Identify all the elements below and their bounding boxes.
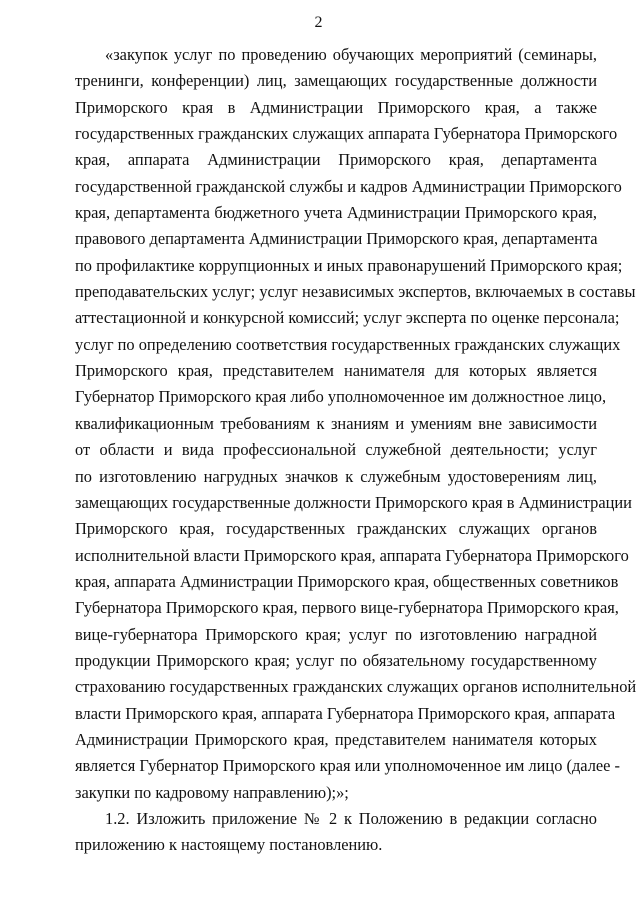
text-line: исполнительной власти Приморского края, аппарата Губернатора Приморского bbox=[75, 545, 629, 565]
text-line: государственных гражданских служащих аппарата Губернатора Приморского bbox=[75, 124, 618, 144]
text-line: края, аппарата Администрации Приморского края, общественных советников bbox=[75, 571, 619, 591]
text-line: Губернатор Приморского края либо уполномоченное им должностное лицо, bbox=[75, 387, 607, 407]
text-line: по изготовлению нагрудных значков к служебным удостоверениям лиц, bbox=[75, 466, 597, 486]
text-line: Приморского края, государственных гражданских служащих органов bbox=[75, 519, 597, 539]
text-line: Администрации Приморского края, представителем нанимателя которых bbox=[75, 729, 597, 749]
text-line: от области и вида профессиональной служебной деятельности; услуг bbox=[75, 440, 597, 460]
text-line: продукции Приморского края; услуг по обязательному государственному bbox=[75, 650, 597, 670]
text-line: аттестационной и конкурсной комиссий; услуг эксперта по оценке персонала; bbox=[75, 308, 620, 328]
text-line: «закупок услуг по проведению обучающих мероприятий (семинары, bbox=[105, 45, 597, 64]
text-line: преподавательских услуг; услуг независимых экспертов, включаемых в составы bbox=[75, 282, 636, 302]
text-line: Губернатора Приморского края, первого вице-губернатора Приморского края, bbox=[75, 598, 619, 618]
paragraph-amendment-text bbox=[75, 42, 637, 806]
text-line: государственной гражданской службы и кадров Администрации Приморского bbox=[75, 176, 622, 196]
paragraph-1-2 bbox=[75, 806, 597, 859]
text-line: 1.2. Изложить приложение № 2 к Положению в редакции согласно bbox=[105, 809, 597, 828]
text-line: власти Приморского края, аппарата Губернатора Приморского края, аппарата bbox=[75, 703, 616, 723]
text-line: услуг по определению соответствия государственных гражданских служащих bbox=[75, 334, 621, 354]
text-line: правового департамента Администрации Приморского края, департамента bbox=[75, 229, 598, 249]
text-line: является Губернатор Приморского края или уполномоченное им лицо (далее - bbox=[75, 756, 620, 776]
text-line: квалификационным требованиям к знаниям и умениям вне зависимости bbox=[75, 413, 597, 433]
text-line: по профилактике коррупционных и иных правонарушений Приморского края; bbox=[75, 255, 623, 275]
text-line: вице-губернатора Приморского края; услуг по изготовлению наградной bbox=[75, 624, 597, 644]
text-line: Приморского края в Администрации Приморского края, а также bbox=[75, 97, 597, 117]
text-line: замещающих государственные должности Приморского края в Администрации bbox=[75, 492, 632, 512]
text-line: страхованию государственных гражданских служащих органов исполнительной bbox=[75, 677, 637, 697]
text-line: приложению к настоящему постановлению. bbox=[75, 835, 383, 855]
text-line: края, аппарата Администрации Приморского края, департамента bbox=[75, 150, 597, 170]
text-line: закупки по кадровому направлению);»; bbox=[75, 782, 349, 802]
text-line: тренинги, конференции) лиц, замещающих государственные должности bbox=[75, 71, 597, 91]
text-line: Приморского края, представителем нанимателя для которых является bbox=[75, 361, 597, 381]
page-number: 2 bbox=[314, 14, 323, 31]
text-line: края, департамента бюджетного учета Администрации Приморского края, bbox=[75, 203, 597, 223]
